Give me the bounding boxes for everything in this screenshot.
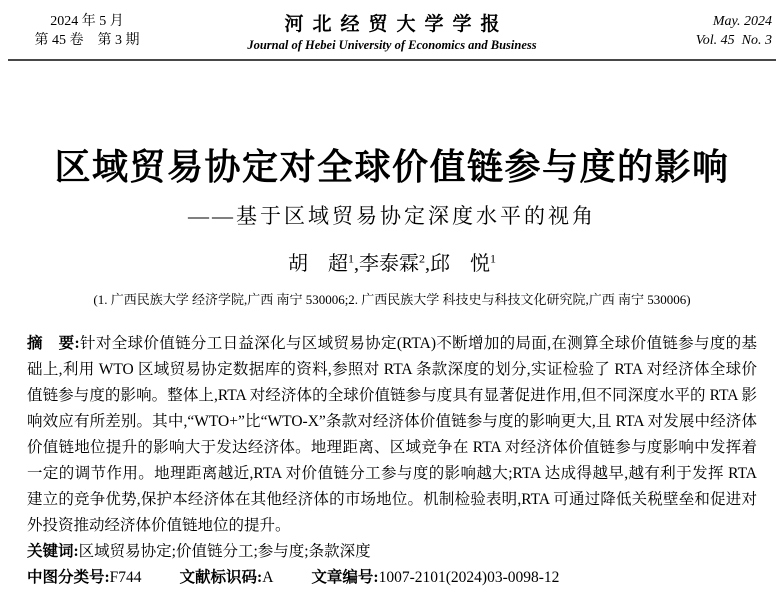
abstract-paragraph bbox=[27, 331, 757, 539]
article-id-label: 文章编号: bbox=[311, 569, 379, 586]
document-code-value: A bbox=[262, 569, 274, 586]
author-separator: , bbox=[425, 253, 430, 275]
article-title: 区域贸易协定对全球价值链参与度的影响 bbox=[54, 147, 730, 187]
clc-value: F744 bbox=[109, 569, 142, 586]
document-code-label: 文献标识码: bbox=[179, 569, 263, 586]
keywords-text: 区域贸易协定;价值链分工;参与度;条款深度 bbox=[78, 543, 371, 560]
author-name: 邱 悦 bbox=[430, 253, 490, 275]
issue-date-block bbox=[12, 12, 162, 50]
author-affiliation-sup: 2 bbox=[419, 251, 425, 266]
clc-label: 中图分类号: bbox=[27, 569, 110, 586]
clc-number bbox=[27, 565, 142, 591]
keywords-label: 关键词: bbox=[27, 543, 79, 560]
author-affiliation-sup: 1 bbox=[348, 251, 354, 266]
journal-masthead bbox=[0, 0, 784, 58]
author-affiliation-sup: 1 bbox=[490, 251, 496, 266]
journal-title-block bbox=[162, 9, 622, 53]
issue-date-cn: 2024 年 5 月 bbox=[50, 14, 124, 29]
author-name: 胡 超 bbox=[288, 253, 348, 275]
volume-issue-cn: 第 45 卷 第 3 期 bbox=[34, 33, 140, 48]
author-name: 李泰霖 bbox=[359, 253, 419, 275]
author-separator: , bbox=[354, 253, 359, 275]
meta-line bbox=[27, 565, 757, 591]
authors-line bbox=[0, 251, 784, 277]
volume-issue-en: Vol. 45 No. 3 bbox=[695, 33, 772, 48]
article-subtitle: ——基于区域贸易协定深度水平的视角 bbox=[188, 204, 596, 228]
journal-title-en: Journal of Hebei University of Economics and Business bbox=[247, 38, 537, 52]
masthead-divider bbox=[8, 59, 776, 61]
issue-date-en-block bbox=[622, 12, 772, 50]
issue-date-en: May. 2024 bbox=[712, 14, 772, 29]
article-id bbox=[311, 565, 559, 591]
abstract-label: 摘 要: bbox=[27, 335, 80, 352]
article-id-value: 1007-2101(2024)03-0098-12 bbox=[378, 569, 560, 586]
abstract-text: 针对全球价值链分工日益深化与区域贸易协定(RTA)不断增加的局面,在测算全球价值链参与度的基础上,利用 WTO 区域贸易协定数据库的资料,参照对 RTA 条款深度的划分,实证检验了 RTA 对经济体全球价值链参与度的影响。整体上,RTA 对经济体的全球价值链参与度具有显著促进作用,但不同深度水平的 RTA 影响效应有所差别。其中,“WTO+”比“WTO-X”条款对经济体价值链参与度的影响更大,且 RTA 对发展中经济体价值链地位提升的影响大于发达经济体。地理距离、区域竞争在 RTA 对经济体价值链参与度影响中发挥着一定的调节作用。地理距离越近,RTA 对价值链分工参与度的影响越大;RTA 达成得越早,越有利于发挥 RTA 建立的竞争优势,保护本经济体在其他经济体的市场地位。机制检验表明,RTA 可通过降低关税壁垒和促进对外投资推动经济体价值链地位的提升。 bbox=[27, 335, 757, 534]
journal-title-cn: 河北经贸大学学报 bbox=[284, 14, 509, 35]
document-code bbox=[180, 565, 274, 591]
keywords-line bbox=[27, 539, 757, 565]
affiliation-line: (1. 广西民族大学 经济学院,广西 南宁 530006;2. 广西民族大学 科技史与科技文化研究院,广西 南宁 530006) bbox=[93, 292, 691, 307]
